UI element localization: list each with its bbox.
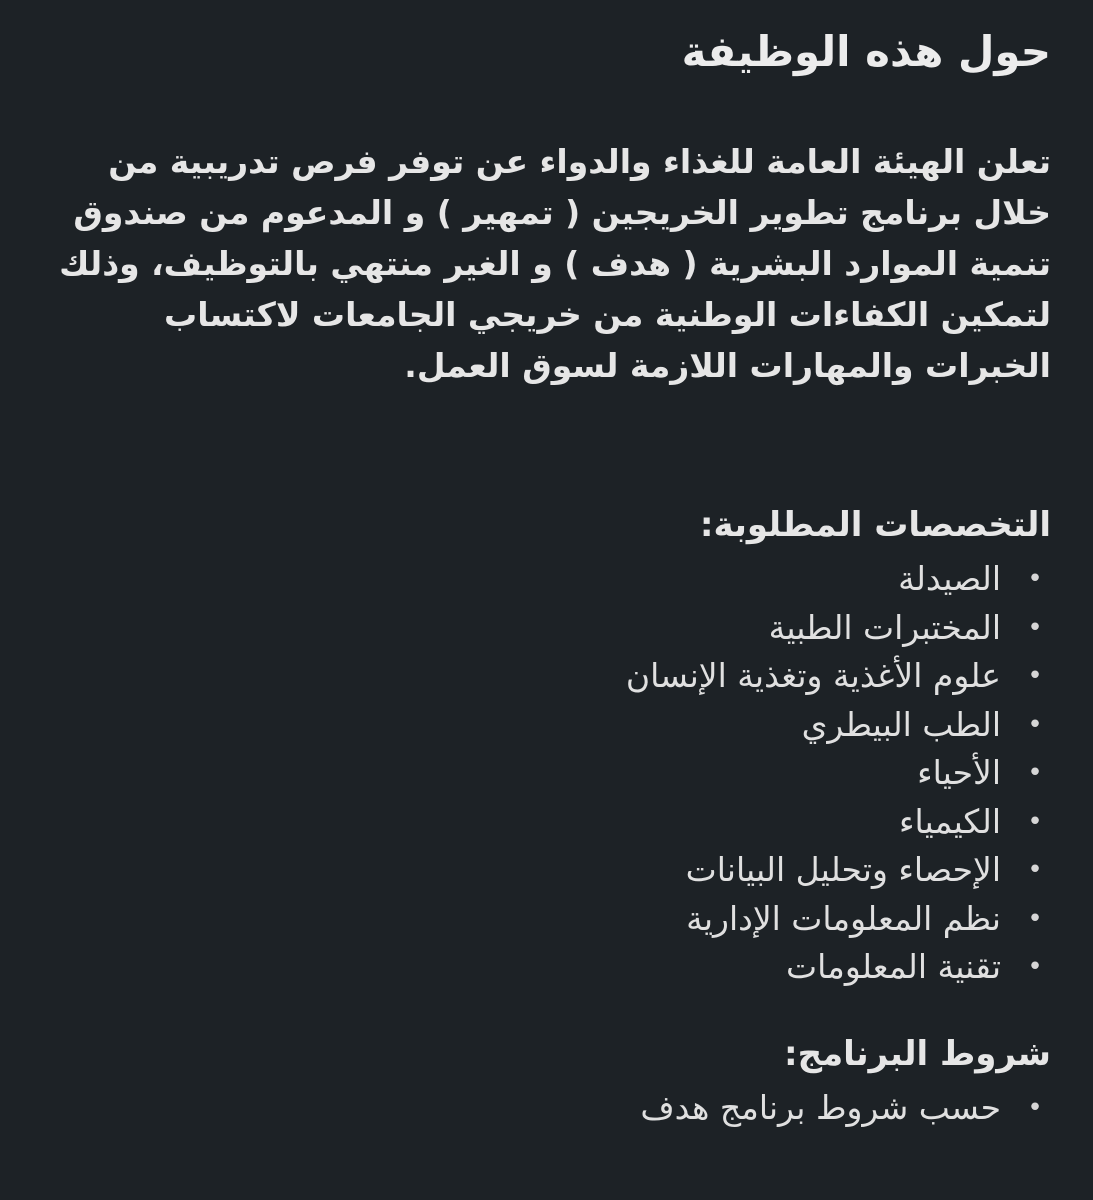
list-item (40, 749, 1043, 798)
list-item (40, 943, 1043, 992)
bullet-icon: • (1027, 806, 1043, 837)
bullet-icon: • (1027, 661, 1043, 691)
list-item (40, 555, 1043, 604)
bullet-icon: • (1027, 903, 1043, 934)
bullet-icon: • (1027, 758, 1043, 788)
bullet-icon: • (1027, 612, 1043, 643)
bullet-icon: • (1027, 564, 1043, 594)
list-item-label: علوم الأغذية وتغذية الإنسان (625, 656, 1001, 695)
list-item (40, 798, 1043, 847)
list-item-label: المختبرات الطبية (768, 607, 1001, 647)
job-description-text: تعلن الهيئة العامة للغذاء والدواء عن توفر فرص تدريبية من خلال برنامج تطوير الخريجين ( تمهير ) و المدعوم من صندوق تنمية الموارد البشرية ( هدف ) و الغير منتهي بالتوظيف، وذلك لتمكين الكفاءات الوطنية من خريجي الجامعات لاكتساب الخبرات والمهارات اللازمة لسوق العمل. (59, 142, 1051, 385)
conditions-heading: شروط البرنامج: (783, 1033, 1051, 1074)
specialties-section (40, 495, 1051, 992)
list-item-label: الإحصاء وتحليل البيانات (685, 850, 1001, 889)
list-item-label: تقنية المعلومات (786, 947, 1001, 986)
bullet-icon: • (1027, 855, 1043, 885)
conditions-section (40, 1024, 1051, 1133)
list-item (40, 652, 1043, 701)
bullet-icon: • (1027, 952, 1043, 982)
list-item (40, 604, 1043, 653)
specialties-heading: التخصصات المطلوبة: (699, 505, 1051, 545)
list-item (40, 895, 1043, 944)
list-item-label: الأحياء (917, 753, 1001, 792)
specialties-list (40, 555, 1051, 992)
list-item (40, 701, 1043, 750)
list-item (40, 1084, 1043, 1133)
bullet-icon: • (1027, 1092, 1043, 1123)
page-title: حول هذه الوظيفة (681, 27, 1051, 76)
list-item-label: الصيدلة (898, 559, 1001, 598)
list-item-label: الطب البيطري (801, 704, 1001, 744)
list-item-label: حسب شروط برنامج هدف (640, 1087, 1001, 1127)
conditions-list (40, 1084, 1051, 1133)
list-item-label: الكيمياء (898, 801, 1001, 841)
list-item-label: نظم المعلومات الإدارية (686, 898, 1001, 938)
list-item (40, 846, 1043, 895)
bullet-icon: • (1027, 709, 1043, 740)
